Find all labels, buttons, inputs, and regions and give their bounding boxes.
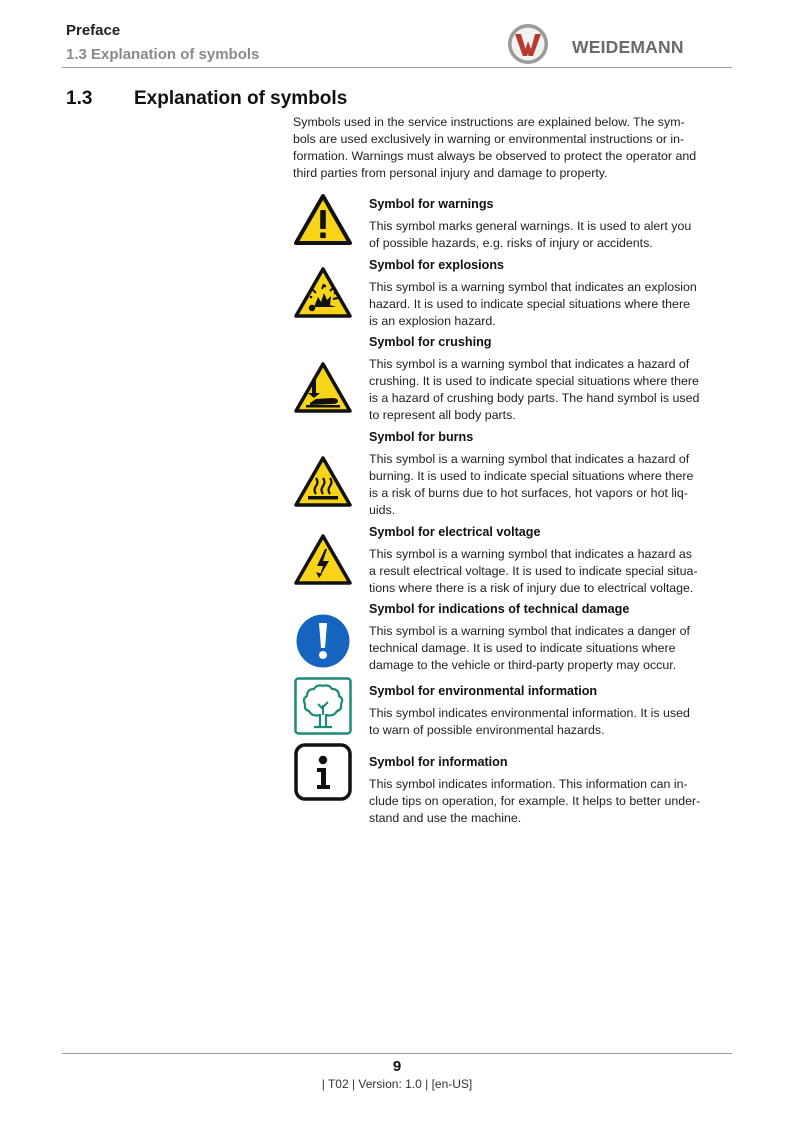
- page-number: 9: [392, 1058, 402, 1075]
- description-line: crushing. It is used to indicate special situations where there: [369, 374, 699, 388]
- description-line: This symbol is a warning symbol that indicates an explosion: [369, 280, 697, 294]
- symbol-title: Symbol for burns: [369, 430, 474, 444]
- description-line: is an explosion hazard.: [369, 314, 496, 328]
- description-line: clude tips on operation, for example. It helps to better under-: [369, 794, 701, 808]
- symbol-description: [369, 623, 735, 674]
- crushing-icon: [294, 362, 352, 414]
- description-line: This symbol is a warning symbol that indicates a hazard of: [369, 357, 690, 371]
- description-line: technical damage. It is used to indicate situations where: [369, 641, 676, 655]
- symbol-title: Symbol for warnings: [369, 197, 494, 211]
- symbol-description: [369, 776, 735, 827]
- footer-version: | T02 | Version: 1.0 | [en-US]: [321, 1077, 473, 1091]
- intro-line: Symbols used in the service instructions are explained below. The sym-: [293, 115, 685, 129]
- symbol-description: [369, 546, 735, 597]
- technical-damage-icon: [294, 612, 352, 670]
- symbol-title: Symbol for crushing: [369, 335, 492, 349]
- section-number: 1.3: [66, 88, 93, 109]
- symbol-title: Symbol for explosions: [369, 258, 505, 272]
- intro-paragraph: [293, 114, 733, 182]
- description-line: This symbol indicates environmental information. It is used: [369, 706, 690, 720]
- description-line: is a hazard of crushing body parts. The hand symbol is used: [369, 391, 700, 405]
- description-line: damage to the vehicle or third-party property may occur.: [369, 658, 677, 672]
- section-title: Explanation of symbols: [134, 88, 348, 109]
- warning-icon: [294, 194, 352, 246]
- description-line: This symbol indicates information. This information can in-: [369, 777, 688, 791]
- symbol-description: [369, 279, 735, 330]
- intro-line: third parties from personal injury and damage to property.: [293, 166, 608, 180]
- symbol-title: Symbol for indications of technical damage: [369, 602, 630, 616]
- description-line: a result electrical voltage. It is used to indicate special situa-: [369, 564, 698, 578]
- intro-line: formation. Warnings must always be observed to protect the operator and: [293, 149, 697, 163]
- electrical-voltage-icon: [294, 534, 352, 586]
- explosion-icon: [294, 267, 352, 319]
- burns-icon: [294, 456, 352, 508]
- brand-name: WEIDEMANN: [572, 37, 684, 57]
- symbol-description: [369, 356, 735, 424]
- description-line: hazard. It is used to indicate special situations where there: [369, 297, 690, 311]
- brand-logo: [506, 24, 736, 66]
- description-line: This symbol is a warning symbol that indicates a hazard of: [369, 452, 690, 466]
- description-line: stand and use the machine.: [369, 811, 522, 825]
- symbol-description: [369, 705, 735, 739]
- description-line: This symbol is a warning symbol that indicates a danger of: [369, 624, 690, 638]
- footer-divider: [62, 1053, 732, 1054]
- description-line: burning. It is used to indicate special situations where there: [369, 469, 694, 483]
- header-divider: [62, 67, 732, 68]
- description-line: uids.: [369, 503, 396, 517]
- weidemann-logo-icon: [506, 22, 550, 66]
- description-line: to represent all body parts.: [369, 408, 516, 422]
- description-line: of possible hazards, e.g. risks of injury or accidents.: [369, 236, 653, 250]
- information-icon: [294, 743, 352, 801]
- header-section: 1.3 Explanation of symbols: [66, 46, 260, 63]
- description-line: is a risk of burns due to hot surfaces, hot vapors or hot liq-: [369, 486, 688, 500]
- environment-tree-icon: [294, 677, 352, 735]
- symbol-title: Symbol for environmental information: [369, 684, 598, 698]
- symbol-description: [369, 218, 735, 252]
- symbol-description: [369, 451, 735, 519]
- description-line: tions where there is a risk of injury due to electrical voltage.: [369, 581, 694, 595]
- header-chapter: Preface: [66, 22, 121, 39]
- symbol-title: Symbol for information: [369, 755, 508, 769]
- intro-line: bols are used exclusively in warning or environmental instructions or in-: [293, 132, 685, 146]
- description-line: to warn of possible environmental hazards.: [369, 723, 605, 737]
- symbol-title: Symbol for electrical voltage: [369, 525, 541, 539]
- description-line: This symbol is a warning symbol that indicates a hazard as: [369, 547, 692, 561]
- description-line: This symbol marks general warnings. It is used to alert you: [369, 219, 692, 233]
